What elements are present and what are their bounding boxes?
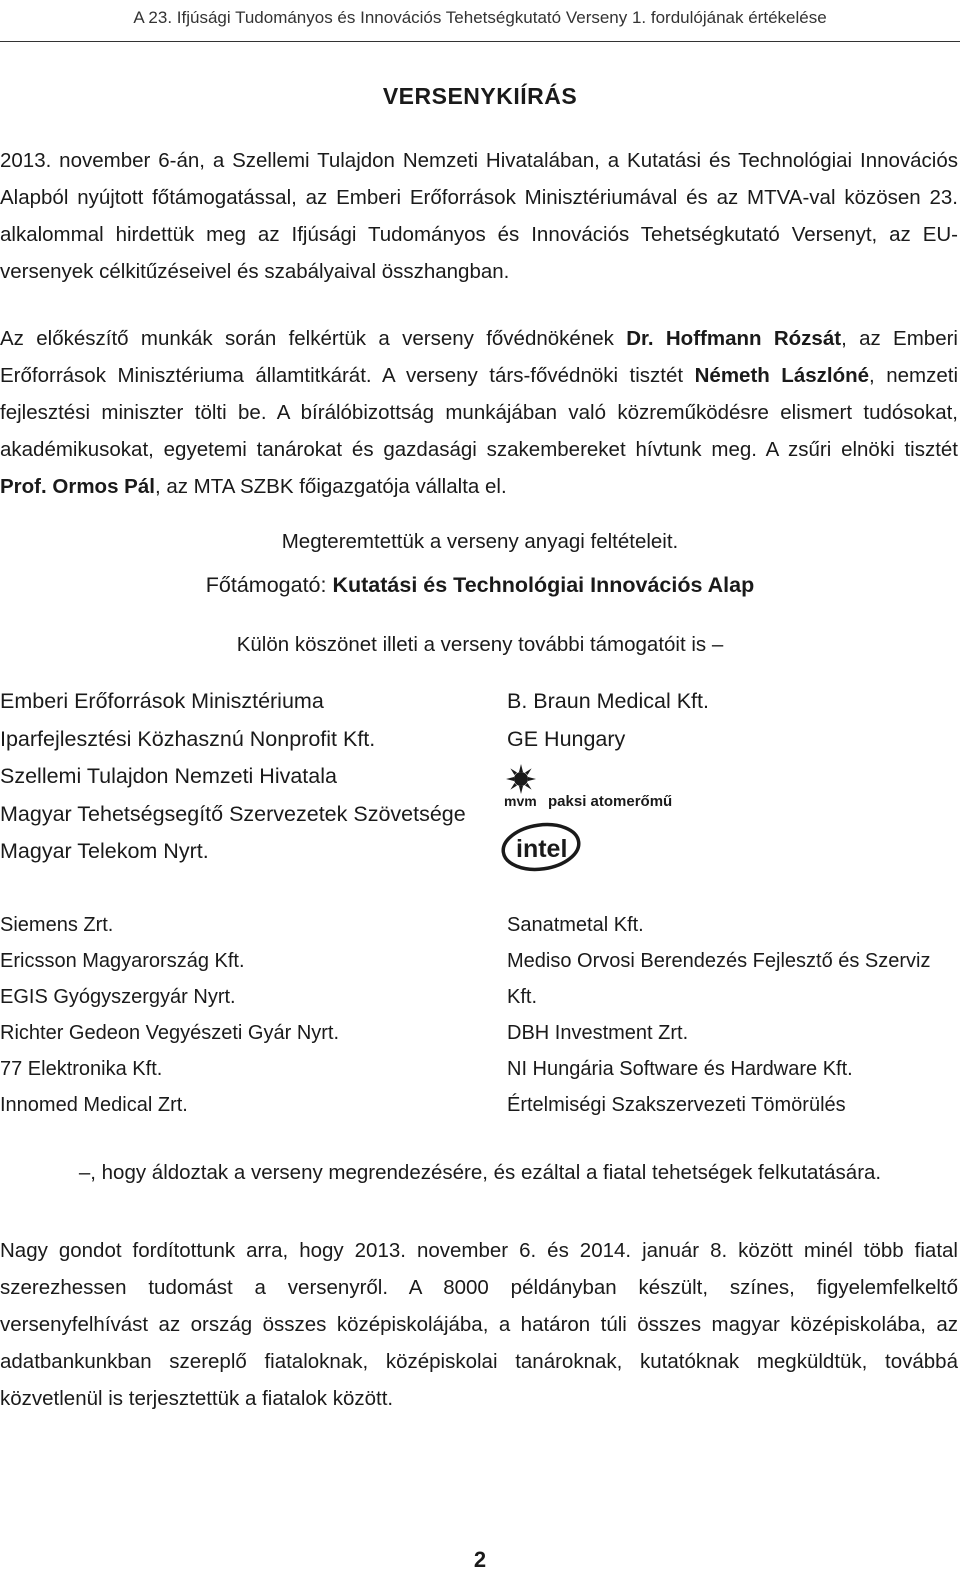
major-sponsors-right <box>507 683 709 758</box>
patrons-text-2: , az Emberi Erőforrások Minisztériuma államtitkárát. A verseny társ-fővédnöki tisztét <box>0 327 958 387</box>
funding-line: Megteremtettük a verseny anyagi feltételeit. <box>281 530 679 553</box>
minor-sponsor-item: Értelmiségi Szakszervezeti Tömörülés <box>507 1094 846 1116</box>
minor-sponsor-item: EGIS Gyógyszergyár Nyrt. <box>0 986 236 1008</box>
patrons-text-1: Az előkészítő munkák során felkértük a verseny fővédnökének <box>0 327 627 350</box>
minor-sponsor-item: Sanatmetal Kft. <box>507 914 644 936</box>
thanks-line: Külön köszönet illeti a verseny további támogatóit is – <box>236 633 724 656</box>
patron-name-co: Németh Lászlóné <box>694 364 870 387</box>
intel-logo-text: intel <box>516 835 568 863</box>
major-sponsor-item: Emberi Erőforrások Minisztériuma <box>0 689 324 713</box>
intel-logo <box>500 820 582 877</box>
page-number: 2 <box>473 1547 487 1572</box>
major-sponsor-item: Magyar Tehetségsegítő Szervezetek Szövetsége <box>0 801 466 826</box>
minor-sponsor-item: Siemens Zrt. <box>0 914 114 936</box>
sunburst-icon <box>506 764 536 794</box>
running-header: A 23. Ifjúsági Tudományos és Innovációs Tehetségkutató Verseny 1. fordulójának értékelése <box>133 8 827 27</box>
minor-sponsor-item: Richter Gedeon Vegyészeti Gyár Nyrt. <box>0 1022 340 1044</box>
minor-sponsors-right <box>507 907 960 1123</box>
intel-logo-graphic <box>500 820 582 872</box>
patron-name-main: Dr. Hoffmann Rózsát <box>626 327 842 350</box>
patrons-text-3: , nemzeti fejlesztési miniszter tölti be. A bírálóbizottság munkájában való közreműködésre elismert tudósokat, akadémikusokat, egyetemi tanárokat és gazdasági szakembereket hívtunk meg. A zsűri elnöki tisztét <box>0 364 958 461</box>
minor-sponsors-left <box>0 907 339 1123</box>
major-sponsors-left <box>0 683 466 871</box>
minor-sponsor-item: 77 Elektronika Kft. <box>0 1058 163 1080</box>
main-sponsor-label: Főtámogató: <box>205 573 333 597</box>
major-sponsor-item: Szellemi Tulajdon Nemzeti Hivatala <box>0 764 337 788</box>
major-sponsor-item: GE Hungary <box>507 726 626 751</box>
mvm-prefix-text: mvm <box>504 793 537 809</box>
minor-sponsor-item: Ericsson Magyarország Kft. <box>0 950 245 972</box>
mvm-logo-text: paksi atomerőmű <box>548 793 673 810</box>
patrons-text-4: , az MTA SZBK főigazgatója vállalta el. <box>154 475 507 498</box>
main-sponsor-line <box>0 573 960 598</box>
main-sponsor-name: Kutatási és Technológiai Innovációs Alap <box>332 573 755 597</box>
promotion-paragraph: Nagy gondot fordítottunk arra, hogy 2013. november 6. és 2014. január 8. között minél több fiatal szerezhessen tudomást a versenyről. A 8000 példányban készült, színes, figyelemfelkeltő versenyfelhívást az ország összes középiskolájába, a határon túli összes magyar középiskolába, az adatbankunkban szereplő fiataloknak, középiskolai tanároknak, kutatóknak megküldtük, továbbá közvetlenül is terjesztettük a fiatalok között. <box>0 1239 958 1410</box>
patrons-paragraph <box>0 320 958 505</box>
minor-sponsor-item: NI Hungária Software és Hardware Kft. <box>507 1058 853 1080</box>
minor-sponsor-item: Innomed Medical Zrt. <box>0 1094 188 1116</box>
major-sponsor-item: B. Braun Medical Kft. <box>507 689 709 713</box>
jury-chair-name: Prof. Ormos Pál <box>0 475 155 498</box>
major-sponsor-item: Iparfejlesztési Közhasznú Nonprofit Kft. <box>0 726 376 751</box>
minor-sponsor-item: DBH Investment Zrt. <box>507 1022 689 1044</box>
minor-sponsor-item: Mediso Orvosi Berendezés Fejlesztő és Szerviz Kft. <box>507 950 931 1008</box>
major-sponsor-item: Magyar Telekom Nyrt. <box>0 839 209 863</box>
intro-paragraph: 2013. november 6-án, a Szellemi Tulajdon Nemzeti Hivatalában, a Kutatási és Technológiai Innovációs Alapból nyújtott főtámogatással, az Emberi Erőforrások Minisztériumával és az MTVA-val közösen 23. alkalommal hirdettük meg az Ifjúsági Tudományos és Innovációs Tehetségkutató Versenyt, az EU-versenyek célkitűzéseivel és szabályaival összhangban. <box>0 149 958 283</box>
mvm-logo-graphic <box>504 764 704 812</box>
page-title: VERSENYKIÍRÁS <box>382 83 578 109</box>
closing-line: –, hogy áldoztak a verseny megrendezésére, és ezáltal a fiatal tehetségek felkutatására. <box>78 1161 882 1184</box>
mvm-paksi-atomeromu-logo <box>504 764 704 817</box>
header-divider <box>0 41 960 42</box>
